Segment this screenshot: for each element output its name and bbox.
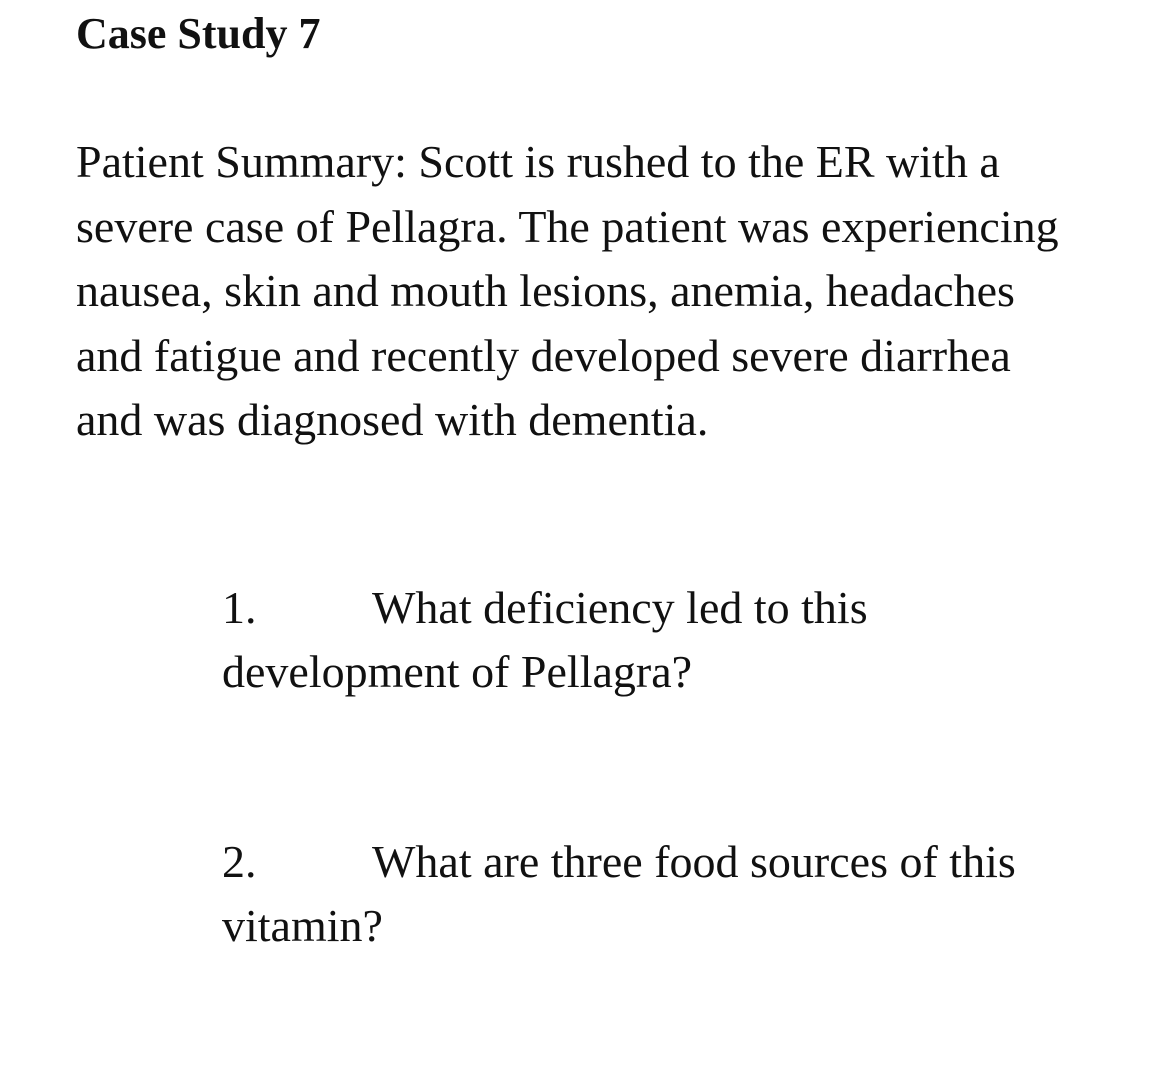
question-text: What are three food sources of this: [372, 836, 1016, 887]
page-title: Case Study 7: [76, 9, 321, 58]
question-text-continued: development of Pellagra?: [222, 646, 693, 697]
question-text: What deficiency led to this: [372, 582, 868, 633]
question-text-continued: vitamin?: [222, 900, 383, 951]
patient-summary: Patient Summary: Scott is rushed to the ER with a severe case of Pellagra. The patient was experiencing nausea, skin and mouth lesions, anemia, headaches and fatigue and recently developed severe diarrhea and was diagnosed with dementia.: [76, 136, 1059, 445]
question-number: 2.: [222, 836, 257, 887]
question-number: 1.: [222, 582, 257, 633]
